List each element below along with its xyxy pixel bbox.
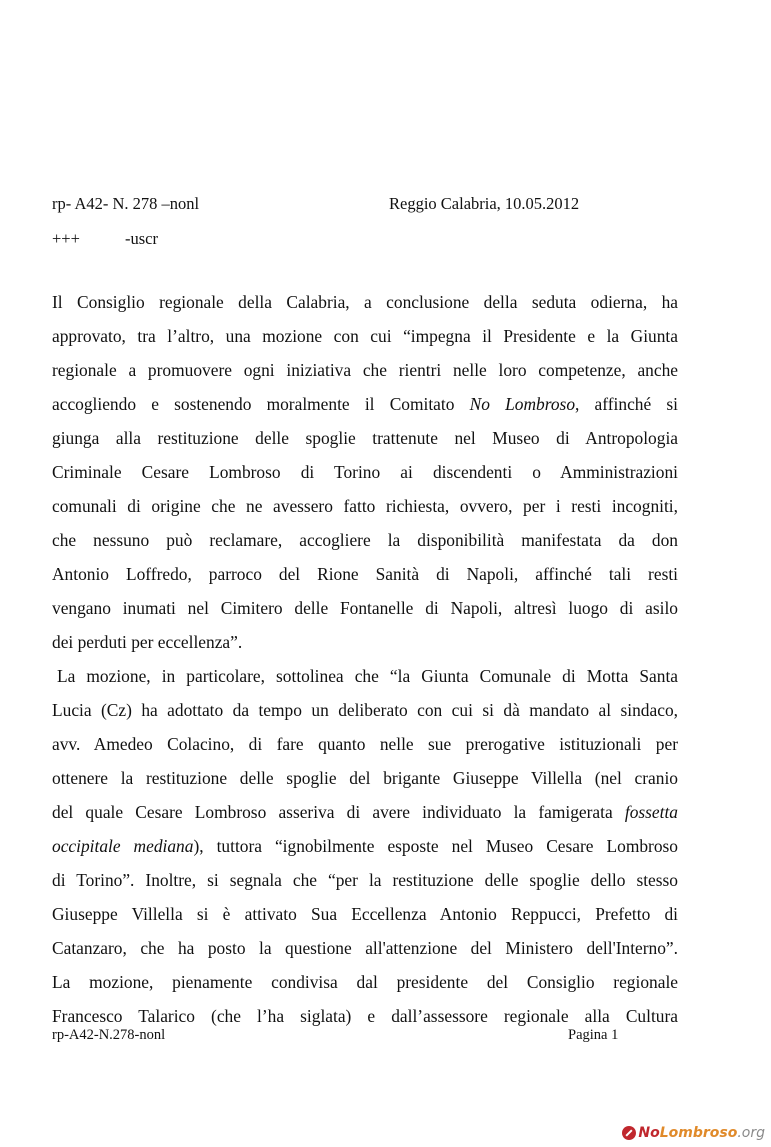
body-line-3: regionale a promuovere ogni iniziativa che rientri nelle loro competenze, anche	[52, 360, 678, 380]
body-line-21: La mozione, pienamente condivisa dal presidente del Consiglio regionale	[52, 972, 678, 992]
body-line-4	[52, 387, 678, 421]
body-line-17-end: ), tuttora “ignobilmente esposte nel Museo Cesare Lombroso	[193, 836, 678, 856]
site-watermark	[622, 1125, 765, 1141]
body-line-7: comunali di origine che ne avessero fatto richiesta, ovvero, per i resti incogniti,	[52, 496, 678, 516]
body-line-16	[52, 795, 678, 829]
body-line-6: Criminale Cesare Lombroso di Torino ai discendenti o Amministrazioni	[52, 462, 678, 482]
document-header	[52, 194, 672, 218]
page-footer	[52, 1027, 632, 1047]
no-sign-icon	[622, 1126, 636, 1140]
protocol-number: rp- A42- N. 278 –nonl	[52, 194, 200, 213]
footer-reference: rp-A42-N.278-nonl	[52, 1027, 166, 1043]
body-line-4-end: , affinché si	[575, 394, 678, 414]
document-body	[52, 285, 678, 1033]
body-line-18: di Torino”. Inoltre, si segnala che “per la restituzione delle spoglie dello stesso	[52, 870, 678, 890]
place-date: Reggio Calabria, 10.05.2012	[389, 194, 580, 213]
page-number: Pagina 1	[568, 1027, 619, 1043]
body-line-1: Il Consiglio regionale della Calabria, a conclusione della seduta odierna, ha	[52, 292, 678, 312]
watermark-name: Lombroso	[659, 1125, 738, 1141]
body-line-11: dei perduti per eccellenza”.	[52, 632, 243, 652]
code-right: -uscr	[125, 229, 158, 248]
body-line-5: giunga alla restituzione delle spoglie trattenute nel Museo di Antropologia	[52, 428, 678, 448]
body-line-15: ottenere la restituzione delle spoglie del brigante Giuseppe Villella (nel cranio	[52, 768, 678, 788]
body-line-22: Francesco Talarico (che l’ha siglata) e dall’assessore regionale alla Cultura	[52, 1006, 678, 1026]
body-line-8: che nessuno può reclamare, accogliere la disponibilità manifestata da don	[52, 530, 678, 550]
body-line-14: avv. Amedeo Colacino, di fare quanto nelle sue prerogative istituzionali per	[52, 734, 678, 754]
anatomy-term-end: occipitale mediana	[52, 836, 194, 856]
body-line-19: Giuseppe Villella si è attivato Sua Eccellenza Antonio Reppucci, Prefetto di	[52, 904, 678, 924]
body-line-9: Antonio Loffredo, parroco del Rione Sanità di Napoli, affinché tali resti	[52, 564, 678, 584]
body-line-17	[52, 829, 678, 863]
body-line-20: Catanzaro, che ha posto la questione all'attenzione del Ministero dell'Interno”.	[52, 938, 678, 958]
body-line-10: vengano inumati nel Cimitero delle Fontanelle di Napoli, altresì luogo di asilo	[52, 598, 678, 618]
code-left: +++	[52, 229, 80, 248]
body-line-2: approvato, tra l’altro, una mozione con cui “impegna il Presidente e la Giunta	[52, 326, 678, 346]
watermark-tld: .org	[737, 1125, 765, 1141]
committee-name: No Lombroso	[469, 394, 576, 414]
watermark-no: No	[638, 1125, 660, 1141]
body-line-12: La mozione, in particolare, sottolinea che “la Giunta Comunale di Motta Santa	[57, 666, 678, 686]
body-line-4-start: accogliendo e sostenendo moralmente il Comitato	[52, 394, 470, 414]
body-line-16-start: del quale Cesare Lombroso asseriva di avere individuato la famigerata	[52, 802, 625, 822]
document-codes	[52, 229, 352, 253]
body-line-13: Lucia (Cz) ha adottato da tempo un deliberato con cui si dà mandato al sindaco,	[52, 700, 678, 720]
anatomy-term-start: fossetta	[624, 802, 678, 822]
